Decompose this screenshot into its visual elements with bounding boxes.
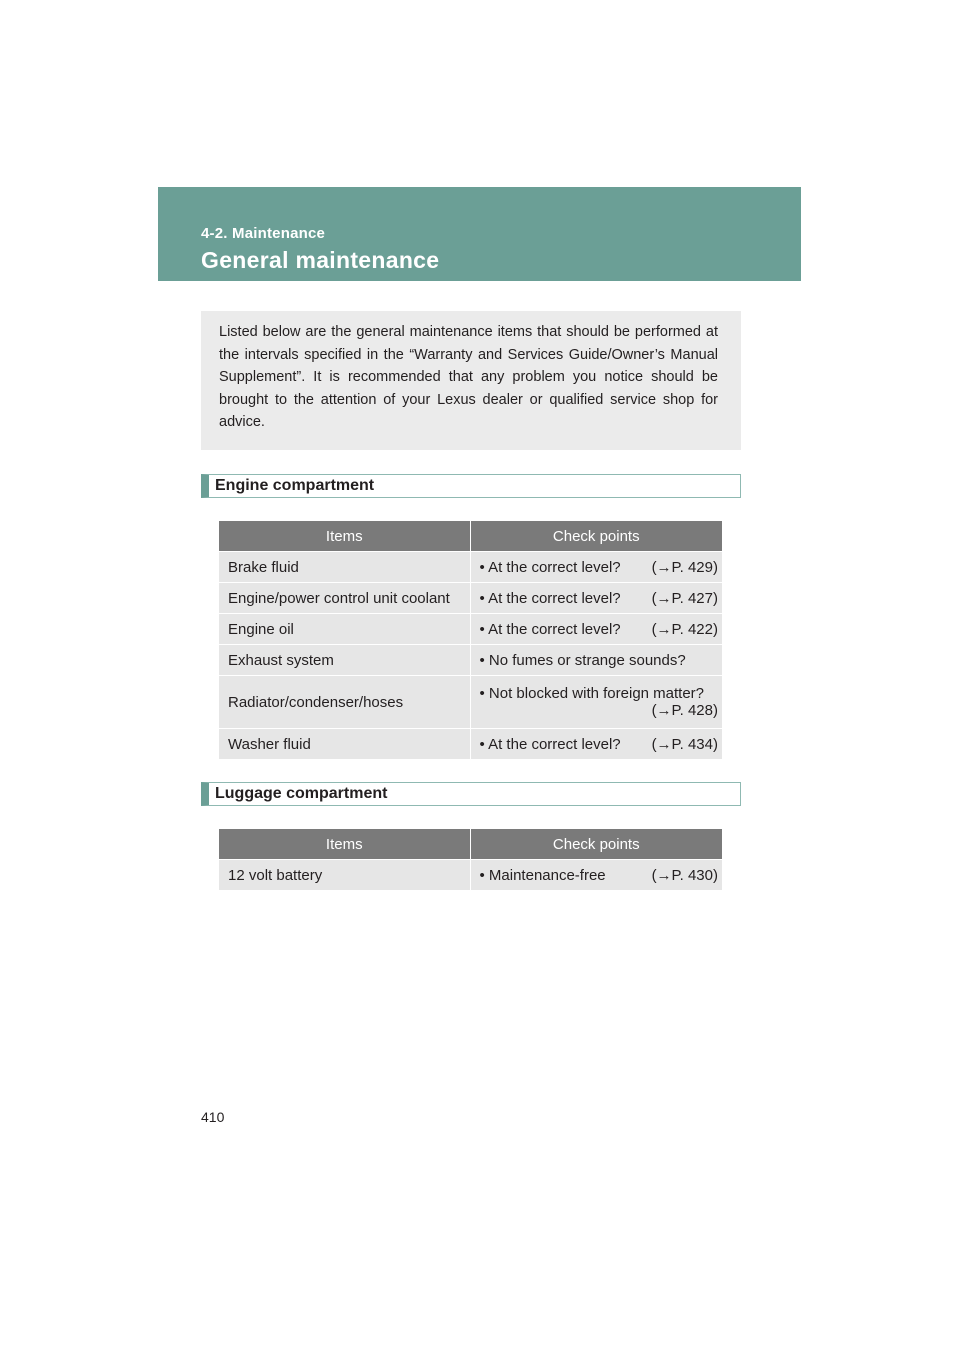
column-header-check-points: Check points bbox=[470, 829, 722, 860]
luggage-compartment-heading-text: Luggage compartment bbox=[215, 785, 388, 802]
luggage-compartment-heading bbox=[201, 782, 741, 806]
column-header-check-points: Check points bbox=[470, 521, 722, 552]
check-cell bbox=[470, 676, 722, 729]
check-text: • Not blocked with foreign matter? bbox=[479, 685, 705, 702]
page-number: 410 bbox=[201, 1109, 225, 1125]
table-row bbox=[219, 729, 722, 760]
intro-text: Listed below are the general maintenance items that should be performed at the intervals specified in the “Warranty and Services Guide/Owner’s Manual Supplement”. It is recommended that any problem you notice should be brought to the attention of your Lexus dealer or qualified service shop for advice. bbox=[219, 324, 718, 431]
table-row bbox=[219, 645, 722, 676]
check-text: • Maintenance-free bbox=[479, 866, 606, 884]
page-header bbox=[158, 187, 801, 281]
item-cell: Washer fluid bbox=[219, 729, 470, 760]
engine-compartment-heading-text: Engine compartment bbox=[215, 477, 375, 494]
engine-compartment-heading bbox=[201, 474, 741, 498]
page-reference: (→P. 422) bbox=[651, 620, 718, 638]
check-text: • At the correct level? bbox=[479, 558, 621, 576]
luggage-compartment-table bbox=[219, 829, 722, 890]
table-header-row bbox=[219, 521, 722, 552]
item-cell: Exhaust system bbox=[219, 645, 470, 676]
page-reference: (→P. 428) bbox=[651, 702, 718, 719]
item-cell: 12 volt battery bbox=[219, 860, 470, 891]
page-title: General maintenance bbox=[201, 247, 440, 273]
check-cell bbox=[470, 860, 722, 891]
column-header-items: Items bbox=[219, 521, 470, 552]
check-text: • At the correct level? bbox=[479, 589, 621, 607]
check-cell bbox=[470, 552, 722, 583]
check-text: • At the correct level? bbox=[479, 620, 621, 638]
table-row bbox=[219, 614, 722, 645]
check-cell bbox=[470, 614, 722, 645]
table-header-row bbox=[219, 829, 722, 860]
item-cell: Engine/power control unit coolant bbox=[219, 583, 470, 614]
table-row bbox=[219, 676, 722, 729]
table-row bbox=[219, 552, 722, 583]
section-label: 4-2. Maintenance bbox=[201, 225, 326, 242]
check-cell bbox=[470, 729, 722, 760]
page-reference: (→P. 434) bbox=[651, 735, 718, 753]
check-cell bbox=[470, 645, 722, 676]
page-reference: (→P. 430) bbox=[651, 866, 718, 884]
table-row bbox=[219, 583, 722, 614]
column-header-items: Items bbox=[219, 829, 470, 860]
check-cell bbox=[470, 583, 722, 614]
item-cell: Brake fluid bbox=[219, 552, 470, 583]
table-row bbox=[219, 860, 722, 891]
item-cell: Radiator/condenser/hoses bbox=[219, 676, 470, 729]
check-text: • No fumes or strange sounds? bbox=[479, 651, 686, 669]
intro-box bbox=[201, 311, 741, 450]
item-cell: Engine oil bbox=[219, 614, 470, 645]
page-reference: (→P. 429) bbox=[651, 558, 718, 576]
engine-compartment-table bbox=[219, 521, 722, 759]
check-text: • At the correct level? bbox=[479, 735, 621, 753]
page-reference: (→P. 427) bbox=[651, 589, 718, 607]
